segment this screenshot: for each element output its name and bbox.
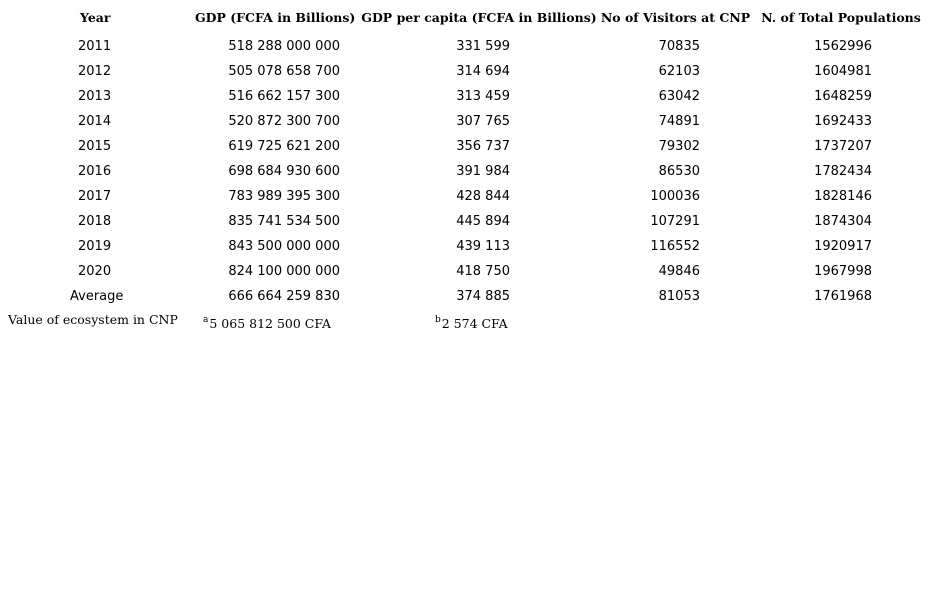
table-row <box>0 159 929 184</box>
cell-population: 1648259 <box>814 89 872 104</box>
cell-population: 1920917 <box>814 239 872 254</box>
cell-gdp-per-capita: 418 750 <box>456 264 510 279</box>
cell-visitors: 70835 <box>658 39 700 54</box>
cell-gdp-per-capita: 428 844 <box>456 189 510 204</box>
table-row <box>0 234 929 259</box>
cell-gdp-per-capita: 307 765 <box>456 114 510 129</box>
ecosystem-value-b <box>435 312 508 331</box>
cell-gdp-per-capita: 331 599 <box>456 39 510 54</box>
cell-visitors-average: 81053 <box>658 289 700 304</box>
header-year: Year <box>80 9 111 25</box>
cell-gdp: 505 078 658 700 <box>228 64 340 79</box>
table-row <box>0 109 929 134</box>
cell-population-average: 1761968 <box>814 289 872 304</box>
cell-visitors: 49846 <box>658 264 700 279</box>
cell-gdp: 843 500 000 000 <box>228 239 340 254</box>
cell-visitors: 116552 <box>650 239 700 254</box>
cell-gdp-per-capita: 445 894 <box>456 214 510 229</box>
cell-year: 2015 <box>78 139 112 154</box>
cell-year: 2012 <box>78 64 112 79</box>
ecosystem-value-label: Value of ecosystem in CNP <box>8 312 178 327</box>
ecosystem-value-b-amount: 2 574 CFA <box>441 316 508 331</box>
cell-year: 2016 <box>78 164 112 179</box>
header-gdp: GDP (FCFA in Billions) <box>195 9 356 25</box>
cell-gdp-per-capita: 391 984 <box>456 164 510 179</box>
cell-population: 1782434 <box>814 164 872 179</box>
header-population: N. of Total Populations <box>761 9 921 25</box>
cell-gdp-per-capita-average: 374 885 <box>456 289 510 304</box>
table-row <box>0 59 929 84</box>
cell-population: 1737207 <box>814 139 872 154</box>
table-row <box>0 34 929 59</box>
cell-gdp: 824 100 000 000 <box>228 264 340 279</box>
header-gdp-per-capita: GDP per capita (FCFA in Billions) <box>361 9 597 25</box>
cell-visitors: 79302 <box>658 139 700 154</box>
cell-year: 2017 <box>78 189 112 204</box>
table-row <box>0 84 929 109</box>
cell-visitors: 107291 <box>650 214 700 229</box>
table-row <box>0 259 929 284</box>
cell-population: 1562996 <box>814 39 872 54</box>
cell-gdp: 835 741 534 500 <box>228 214 340 229</box>
ecosystem-value-a-amount: 5 065 812 500 CFA <box>209 316 331 331</box>
cell-visitors: 63042 <box>658 89 700 104</box>
table-row <box>0 184 929 209</box>
cell-visitors: 62103 <box>658 64 700 79</box>
cell-gdp: 518 288 000 000 <box>228 39 340 54</box>
table-header-row <box>0 0 929 34</box>
cell-visitors: 74891 <box>658 114 700 129</box>
cell-visitors: 100036 <box>650 189 700 204</box>
table-average-row <box>0 284 929 309</box>
footnote-marker-b: b <box>435 315 441 325</box>
cell-population: 1874304 <box>814 214 872 229</box>
cell-gdp-per-capita: 314 694 <box>456 64 510 79</box>
cell-year: 2019 <box>78 239 112 254</box>
cell-year: 2011 <box>78 39 112 54</box>
cell-gdp-average: 666 664 259 830 <box>228 289 340 304</box>
cell-population: 1967998 <box>814 264 872 279</box>
cell-population: 1828146 <box>814 189 872 204</box>
table-row <box>0 209 929 234</box>
cell-year: 2013 <box>78 89 112 104</box>
ecosystem-value-a <box>203 312 331 331</box>
cell-gdp-per-capita: 313 459 <box>456 89 510 104</box>
footnote-marker-a: a <box>203 315 209 325</box>
cell-population: 1604981 <box>814 64 872 79</box>
cell-gdp: 783 989 395 300 <box>228 189 340 204</box>
cell-year: 2014 <box>78 114 112 129</box>
cell-gdp-per-capita: 439 113 <box>456 239 510 254</box>
cell-gdp-per-capita: 356 737 <box>456 139 510 154</box>
cell-gdp: 619 725 621 200 <box>228 139 340 154</box>
cell-visitors: 86530 <box>658 164 700 179</box>
cell-gdp: 516 662 157 300 <box>228 89 340 104</box>
cell-year: 2018 <box>78 214 112 229</box>
table-row <box>0 134 929 159</box>
cell-gdp: 698 684 930 600 <box>228 164 340 179</box>
cell-year: 2020 <box>78 264 112 279</box>
header-visitors: No of Visitors at CNP <box>600 9 751 25</box>
cell-average-label: Average <box>70 289 124 304</box>
cell-population: 1692433 <box>814 114 872 129</box>
cell-gdp: 520 872 300 700 <box>228 114 340 129</box>
